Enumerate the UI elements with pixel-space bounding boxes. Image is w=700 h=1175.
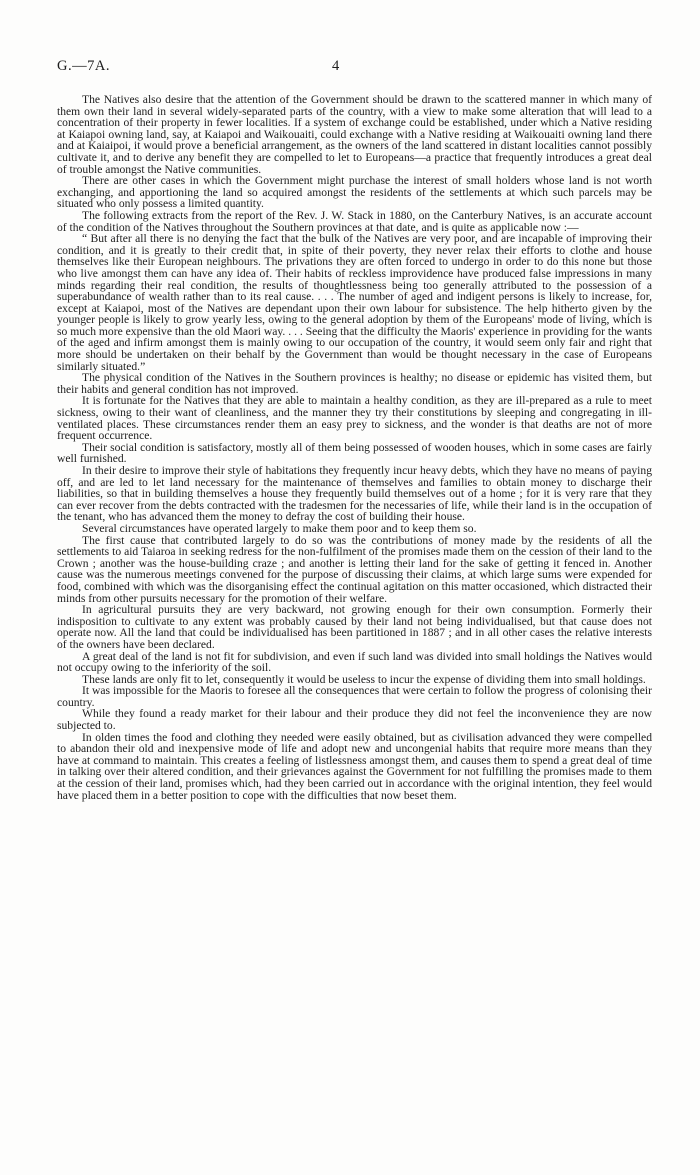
page-header: [57, 58, 657, 78]
paragraph-social-condition: Their social condition is satisfactory, mostly all of them being possessed of wooden houses, which in some cases are fairly well furnished.: [57, 440, 652, 466]
paragraph-olden-times: In olden times the food and clothing they needed were easily obtained, but as civilisation advanced they were compelled to abandon their old and inexpensive mode of life and adopt new and uncongenial habits that require more means than they have at command to maintain. This creates a feeling of listlessness amongst them, and causes them to spend a great deal of time in talking over their altered condition, and their grievances against the Government for not fulfilling the promises made to them at the cession of their land, promises which, had they been carried out in accordance with the original intention, they feel would have placed them in a better position to cope with the difficulties that now beset them.: [57, 730, 652, 802]
paragraph-stack-report-intro: The following extracts from the report of the Rev. J. W. Stack in 1880, on the Canterbury Natives, is an accurate account of the condition of the Natives throughout the Southern provinces at that date, and is quite as applicable now :—: [57, 208, 652, 234]
document-body: [57, 94, 652, 801]
paragraph-stack-quotation: “ But after all there is no denying the fact that the bulk of the Natives are very poor, and are incapable of improving their condition, and it is greatly to their credit that, in spite of their poverty, they never relax their efforts to clothe and house themselves like their European neighbours. The privations they are often forced to undergo in order to do this none but those who live amongst them can have any idea of. Their habits of reckless improvidence have produced false impressions in many minds regarding their real condition, the results of thoughtlessness being too generally attributed to the possession of a superabundance of wealth rather than to its real cause. . . . The number of aged and indigent persons is likely to increase, for, except at Kaiapoi, most of the Natives are dependant upon their own labour for subsistence. The help hitherto given by the younger people is likely to grow yearly less, owing to the general adoption by them of the Europeans' mode of living, which is so much more expensive than the old Maori way. . . . Seeing that the difficulty the Maoris' experience in providing for the wants of the aged and infirm amongst them is mainly owing to our occupation of the country, it would seem only fair and right that more should be undertaken on their behalf by the Government than would be thought necessary in the case of Europeans similarly situated.”: [57, 232, 652, 373]
paragraph-colonising: It was impossible for the Maoris to foresee all the consequences that were certain to follow the progress of colonising their country.: [57, 684, 652, 709]
paragraph-physical-condition: The physical condition of the Natives in the Southern provinces is healthy; no disease or epidemic has visited them, but their habits and general condition has not improved.: [57, 371, 652, 396]
paragraph-health: It is fortunate for the Natives that they are able to maintain a healthy condition, as they are ill-prepared as a rule to meet sickness, owing to their want of cleanliness, and the manner they try their constitutions by sleeping and congregating in ill-ventilated places. These circumstances render them an easy prey to sickness, and the wonder is that deaths are not of more frequent occurrence.: [57, 394, 652, 443]
paragraph-land-subdivision: A great deal of the land is not fit for subdivision, and even if such land was divided into small holdings the Natives would not occupy owing to the inferiority of the soil.: [57, 649, 652, 675]
paragraph-government-purchase: There are other cases in which the Government might purchase the interest of small holders whose land is not worth exchanging, and apportioning the land so acquired amongst the residents of the settlements at which such parcels may be situated who only possess a limited quantity.: [57, 174, 652, 211]
paragraph-habitations-debts: In their desire to improve their style of habitations they frequently incur heavy debts, which they have no means of paying off, and are led to let land necessary for the maintenance of themselves and families to obtain money to discharge their liabilities, so that in building themselves a house they frequently build themselves out of a home ; for it is very rare that they can ever recover from the debts contracted with the tradesmen for the necessaries of life, while their land is in the occupation of the tenant, who has advanced them the money to defray the cost of building their house.: [57, 464, 652, 524]
paragraph-first-cause: The first cause that contributed largely to do so was the contributions of money made by the residents of all the settlements to aid Taiaroa in seeking redress for the non-fulfilment of the promises made them on the cession of their land to the Crown ; another was the house-building craze ; and another is letting their land for the sake of getting it fenced in. Another cause was the numerous meetings convened for the purpose of discussing their claims, at which large sums were expended for food, combined with which was the disorganising effect the continual agitation on this matter occasioned, which distracted their minds from other pursuits necessary for the promotion of their welfare.: [57, 533, 652, 605]
paragraph-circumstances: Several circumstances have operated largely to make them poor and to keep them so.: [82, 521, 477, 535]
page-number: 4: [332, 58, 340, 74]
paragraph-scattered-land: The Natives also desire that the attention of the Government should be drawn to the scattered manner in which many of them own their land in several widely-separated parts of the country, with a view to make some alteration that will lead to a concentration of their property in fewer localities. If a system of exchange could be established, under which a Native residing at Kaiapoi owning land, say, at Kaiapoi and Waikouaiti, could exchange with a Native residing at Waikouaiti owning land there and at Kaiaipoi, it would prove a beneficial arrangement, as the owners of the land scattered in distant localities cannot possibly cultivate it, and to derive any benefit they are compelled to let to Europeans—a practice that frequently introduces a great deal of trouble amongst the Native communities.: [57, 93, 652, 176]
paragraph-market: While they found a ready market for their labour and their produce they did not feel the inconvenience they are now subjected to.: [57, 707, 652, 733]
paragraph-lands-to-let: These lands are only fit to let, consequently it would be useless to incur the expense of dividing them into small holdings.: [82, 672, 646, 686]
document-reference: G.—7A.: [57, 58, 110, 74]
paragraph-agriculture: In agricultural pursuits they are very backward, not growing enough for their own consumption. Formerly their indisposition to cultivate to any extent was probably caused by their land not being individualised, but that cause does not operate now. All the land that could be individualised has been partitioned in 1887 ; and in all other cases the relative interests of the owners have been declared.: [57, 603, 652, 651]
